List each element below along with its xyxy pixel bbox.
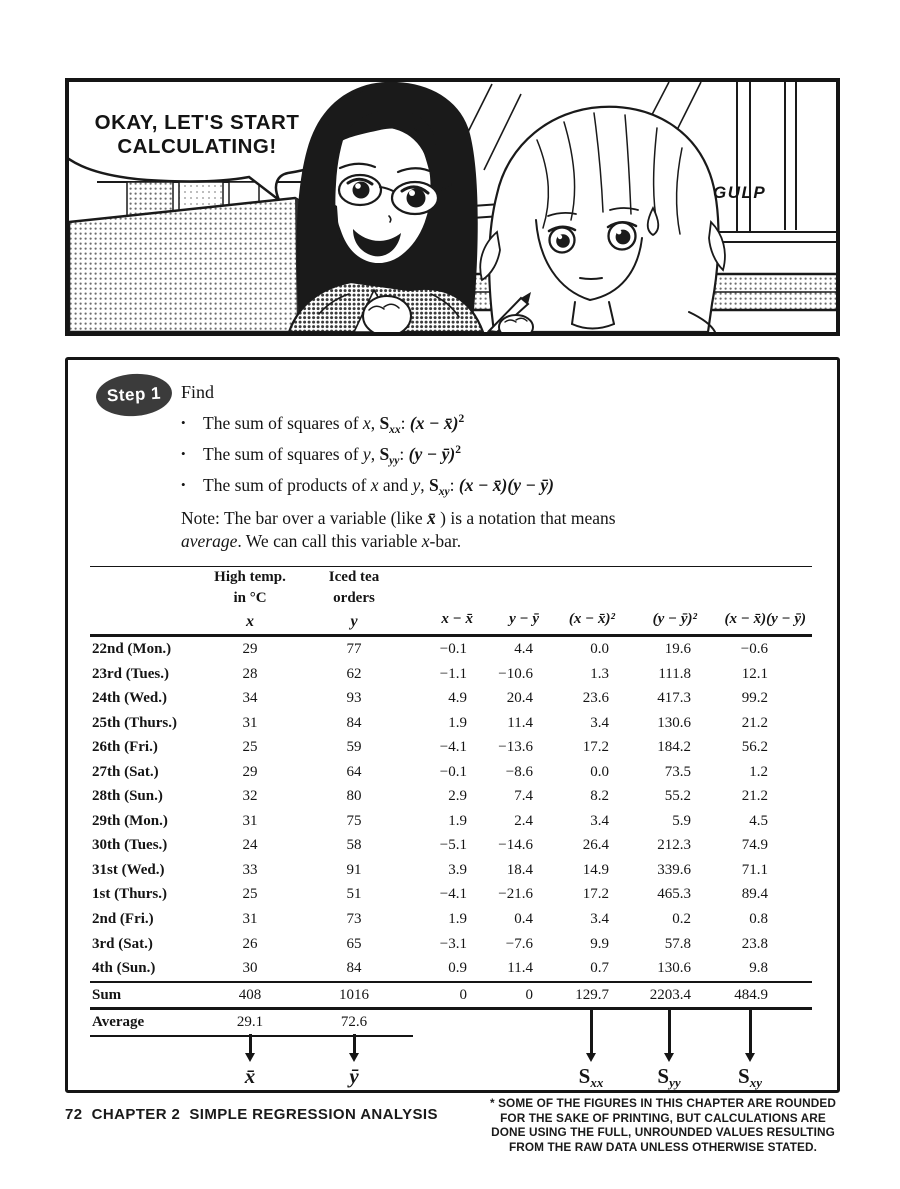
header-line: Iced tea [328, 569, 380, 585]
table-header-row [90, 567, 812, 636]
table-cell: 31 [242, 714, 258, 731]
table-cell: 0.2 [672, 911, 691, 928]
table-cell: 57.8 [664, 935, 691, 952]
table-cell: 65 [346, 935, 362, 952]
arrow-to-sxy [749, 1008, 752, 1054]
table-cell: −8.6 [505, 763, 533, 780]
table-cell: 4.5 [749, 812, 768, 829]
table-cell: 0 [413, 982, 477, 1009]
table-cell: 4.9 [448, 690, 467, 707]
table-cell: 1016 [295, 982, 413, 1009]
header-line: in °C [233, 590, 267, 606]
table-cell: 1.9 [448, 812, 467, 829]
table-row [90, 686, 812, 711]
bullet-marker: • [181, 477, 186, 492]
text-segment: x̄ [427, 508, 436, 528]
table-cell: 2203.4 [621, 982, 705, 1009]
table-cell: 26.4 [582, 837, 609, 854]
table-cell: −4.1 [439, 886, 467, 903]
footnote-line: FROM THE RAW DATA UNLESS OTHERWISE STATED. [508, 1139, 818, 1154]
text-segment: S [379, 413, 390, 433]
text-segment: (x − x̄) [409, 413, 459, 433]
table-cell: 0.0 [590, 641, 609, 657]
table-cell: 11.4 [507, 714, 533, 731]
table-cell: 184.2 [657, 739, 691, 756]
table-cell: 23rd (Tues.) [92, 665, 169, 682]
s-symbol: S [738, 1064, 750, 1088]
table-cell: −5.1 [439, 837, 467, 854]
bullet-marker: • [181, 446, 186, 461]
note-line [181, 530, 616, 553]
table-cell: 3rd (Sat.) [92, 935, 153, 952]
table-row [90, 636, 812, 662]
table-cell: −0.6 [740, 641, 768, 657]
text-segment: , [420, 475, 430, 495]
table-cell: 17.2 [582, 739, 609, 756]
s-subscript: xy [749, 1075, 762, 1090]
table-cell: 28 [242, 665, 258, 682]
table-cell: 0.9 [413, 956, 477, 982]
text-segment: average [181, 531, 238, 551]
arrow-to-y-bar [353, 1034, 356, 1054]
table-cell: 23.8 [741, 935, 768, 952]
header-empty [90, 567, 205, 636]
table-cell: 339.6 [657, 861, 691, 878]
table-cell: 33 [242, 861, 258, 878]
table-cell: 84 [346, 714, 362, 731]
table-cell: 27th (Sat.) [92, 763, 159, 780]
table-cell: 80 [346, 788, 362, 805]
header-line: High temp. [214, 569, 286, 585]
table-cell: −7.6 [505, 935, 533, 952]
table-cell [621, 1008, 705, 1036]
table-cell: 56.2 [741, 739, 768, 756]
table-cell: −3.1 [439, 935, 467, 952]
table-cell [705, 1008, 812, 1036]
table-cell: 19.6 [664, 641, 691, 657]
footnote-line: * SOME OF THE FIGURES IN THIS CHAPTER ARE ROUNDED [490, 1096, 836, 1110]
table-cell: 24th (Wed.) [92, 690, 167, 707]
s-subscript: yy [669, 1075, 681, 1090]
table-cell: Sum [90, 982, 205, 1009]
table-cell: 23.6 [582, 690, 609, 707]
table-cell: 3.4 [590, 714, 609, 731]
table-cell: Average [90, 1008, 205, 1036]
text-segment: The sum of squares of [203, 444, 363, 464]
find-list [181, 413, 554, 506]
table-cell: 31 [242, 812, 258, 829]
speech-text-line1: OKAY, LET'S START [94, 111, 300, 134]
table-cell: 22nd (Mon.) [92, 641, 172, 657]
table-cell: 31 [242, 911, 258, 928]
table-cell: 30 [205, 956, 295, 982]
header-x-dev-sq: (x − x̄)² [541, 567, 621, 636]
table-cell: −21.6 [498, 886, 533, 903]
header-product: (x − x̄)(y − ȳ) [705, 567, 812, 636]
table-cell: 9.9 [590, 935, 609, 952]
y-bar-symbol: ȳ [349, 1064, 359, 1088]
text-segment: , [370, 413, 380, 433]
table-cell: 7.4 [514, 788, 533, 805]
table-cell: 74.9 [741, 837, 768, 854]
bullet-marker: • [181, 415, 186, 430]
s-symbol: S [578, 1064, 591, 1088]
table-cell: 89.4 [741, 886, 768, 903]
table-cell: 25th (Thurs.) [92, 714, 178, 731]
table-cell: 0.7 [541, 956, 621, 982]
table-cell: 26 [242, 935, 258, 952]
footnote-line: DONE USING THE FULL, UNROUNDED VALUES RESULTING [491, 1125, 835, 1140]
table-cell: 8.2 [590, 788, 609, 805]
table-cell: 130.6 [621, 956, 705, 982]
table-row [90, 809, 812, 834]
data-table [90, 566, 812, 1037]
table-cell: 0.8 [749, 911, 768, 928]
table-cell: 212.3 [657, 837, 691, 854]
text-segment: . We can call this variable [237, 531, 422, 551]
comic-panel [65, 78, 840, 336]
table-row [90, 882, 812, 907]
table-cell: 24 [242, 837, 258, 854]
table-cell: 25 [242, 739, 258, 756]
table-cell: 73 [346, 911, 362, 928]
table-cell: 91 [346, 861, 362, 878]
footnote-line: FOR THE SAKE OF PRINTING, BUT CALCULATIONS ARE [500, 1110, 826, 1125]
table-cell: 0.0 [590, 763, 609, 780]
table-cell: 29.1 [205, 1008, 295, 1036]
label-syy [629, 1064, 709, 1091]
table-cell: 29 [242, 641, 258, 657]
table-cell: 11.4 [477, 956, 541, 982]
table-cell: 2.9 [448, 788, 467, 805]
table-cell: 12.1 [741, 665, 768, 682]
arrow-to-sxx [590, 1008, 593, 1054]
table-cell: 129.7 [541, 982, 621, 1009]
text-segment: x [421, 531, 430, 551]
table-cell: 1st (Thurs.) [92, 886, 168, 903]
table-row [90, 858, 812, 883]
note-line [181, 507, 616, 530]
table-cell: 73.5 [664, 763, 691, 780]
table-cell: 55.2 [664, 788, 691, 805]
text-segment: -bar. [429, 531, 462, 551]
table-cell: −0.1 [439, 641, 467, 657]
table-cell: 484.9 [705, 982, 812, 1009]
table-row [90, 833, 812, 858]
text-segment: x [362, 413, 371, 433]
text-segment: 2 [455, 444, 461, 456]
table-cell: 3.4 [590, 812, 609, 829]
table-cell: 2.4 [514, 812, 533, 829]
text-segment: The sum of squares of [203, 413, 363, 433]
table-cell: 111.8 [658, 665, 691, 682]
table-cell: 21.2 [741, 788, 768, 805]
s-symbol: S [657, 1064, 670, 1088]
header-y-dev: y − ȳ [477, 567, 541, 636]
table-cell: −1.1 [439, 665, 467, 682]
table-cell: 9.8 [705, 956, 812, 982]
table-cell: 20.4 [506, 690, 533, 707]
x-bar-symbol: x̄ [244, 1064, 256, 1088]
table-row [90, 760, 812, 785]
label-x-bar [210, 1064, 290, 1089]
table-cell: 0.4 [514, 911, 533, 928]
table-cell: 417.3 [657, 690, 691, 707]
text-segment: : [400, 413, 410, 433]
laptop [69, 198, 316, 332]
text-segment: xx [389, 424, 401, 436]
label-sxy [710, 1064, 790, 1091]
table-cell: 26th (Fri.) [92, 739, 158, 756]
table-cell: 31st (Wed.) [92, 861, 165, 878]
text-segment: and [378, 475, 413, 495]
text-segment: Note: The bar over a variable (like [181, 508, 428, 528]
character-blonde [480, 107, 725, 332]
table-cell: 75 [346, 812, 362, 829]
table-cell: 59 [346, 739, 362, 756]
table-cell: 84 [295, 956, 413, 982]
text-segment: x [370, 475, 379, 495]
data-table-wrapper [90, 566, 812, 1037]
header-line: orders [333, 590, 375, 606]
table-cell: 51 [346, 886, 362, 903]
text-segment: (y − ȳ) [408, 444, 456, 464]
table-cell: 30th (Tues.) [92, 837, 168, 854]
table-cell: −0.1 [439, 763, 467, 780]
step-heading: Find [181, 382, 215, 402]
list-item [181, 413, 554, 434]
table-cell: −13.6 [498, 739, 533, 756]
page-footer: 72 CHAPTER 2 SIMPLE REGRESSION ANALYSIS [65, 1106, 438, 1123]
table-row [90, 735, 812, 760]
list-item [181, 444, 554, 465]
table-cell: −4.1 [439, 739, 467, 756]
table-cell: 25 [242, 886, 258, 903]
step-box [65, 357, 840, 1093]
comic-art [69, 82, 836, 332]
header-var-x: x [246, 613, 254, 630]
table-cell: 14.9 [582, 861, 609, 878]
s-subscript: xx [590, 1075, 604, 1090]
table-cell: 29 [242, 763, 258, 780]
text-segment: y [362, 444, 371, 464]
average-row [90, 1008, 812, 1036]
table-cell: 32 [242, 788, 258, 805]
table-cell: 28th (Sun.) [92, 788, 163, 805]
table-cell: 62 [346, 665, 362, 682]
table-cell: 29th (Mon.) [92, 812, 168, 829]
sfx-gulp: GULP [713, 183, 767, 202]
mouth [580, 278, 602, 279]
note-paragraph [181, 507, 616, 553]
arrow-to-syy [668, 1008, 671, 1054]
table-cell: 4.4 [514, 641, 533, 657]
header-var-y: y [350, 613, 358, 630]
table-row [90, 932, 812, 957]
text-segment: xy [438, 486, 450, 498]
text-segment: ) is a notation that means [435, 508, 616, 528]
table-cell: 4th (Sun.) [90, 956, 205, 982]
text-segment: The sum of products of [203, 475, 371, 495]
table-cell: −14.6 [498, 837, 533, 854]
table-cell: 34 [242, 690, 258, 707]
text-segment: 2 [458, 413, 465, 425]
table-cell: 0 [477, 982, 541, 1009]
list-item [181, 475, 554, 496]
table-row [90, 907, 812, 932]
sum-row [90, 982, 812, 1009]
label-y-bar [314, 1064, 394, 1089]
table-cell [477, 1008, 541, 1036]
table-cell [541, 1008, 621, 1036]
header-x-dev: x − x̄ [413, 567, 477, 636]
table-row [90, 784, 812, 809]
table-cell: 18.4 [506, 861, 533, 878]
table-row [90, 956, 812, 982]
table-cell: 17.2 [582, 886, 609, 903]
table-row [90, 662, 812, 687]
table-cell: 77 [346, 641, 362, 657]
header-y-dev-sq: (y − ȳ)² [621, 567, 705, 636]
table-cell: 3.4 [590, 911, 609, 928]
text-segment: : [399, 444, 409, 464]
table-cell: 408 [205, 982, 295, 1009]
table-cell: 1.3 [590, 665, 609, 682]
table-cell: 5.9 [672, 812, 691, 829]
header-iced-tea [295, 567, 413, 636]
table-cell: 58 [346, 837, 362, 854]
table-cell: 72.6 [295, 1008, 413, 1036]
text-segment: y [412, 475, 421, 495]
table-cell: 3.9 [448, 861, 467, 878]
table-cell: 465.3 [657, 886, 691, 903]
table-cell: 71.1 [741, 861, 768, 878]
text-segment: : [449, 475, 459, 495]
speech-text-line2: CALCULATING! [117, 135, 277, 158]
text-segment: (x − x̄)(y − ȳ) [458, 475, 554, 495]
text-segment: yy [389, 455, 400, 467]
table-cell: 93 [346, 690, 362, 707]
text-segment: S [379, 444, 390, 464]
table-cell: 130.6 [657, 714, 691, 731]
table-cell: 1.2 [749, 763, 768, 780]
step-badge-label: Step 1 [106, 383, 162, 406]
header-high-temp [205, 567, 295, 636]
table-row [90, 711, 812, 736]
text-segment: , [370, 444, 380, 464]
text-segment: S [429, 475, 439, 495]
hand [363, 296, 411, 332]
arrow-to-x-bar [249, 1034, 252, 1054]
footnote [478, 1096, 848, 1154]
table-cell: 21.2 [741, 714, 768, 731]
table-cell [413, 1008, 477, 1036]
table-cell: 64 [346, 763, 362, 780]
table-cell: 1.9 [448, 911, 467, 928]
label-sxx [551, 1064, 631, 1091]
step-badge [95, 371, 174, 418]
table-cell: 2nd (Fri.) [92, 911, 154, 928]
table-cell: −10.6 [498, 665, 533, 682]
table-cell: 99.2 [741, 690, 768, 707]
table-cell: 1.9 [448, 714, 467, 731]
